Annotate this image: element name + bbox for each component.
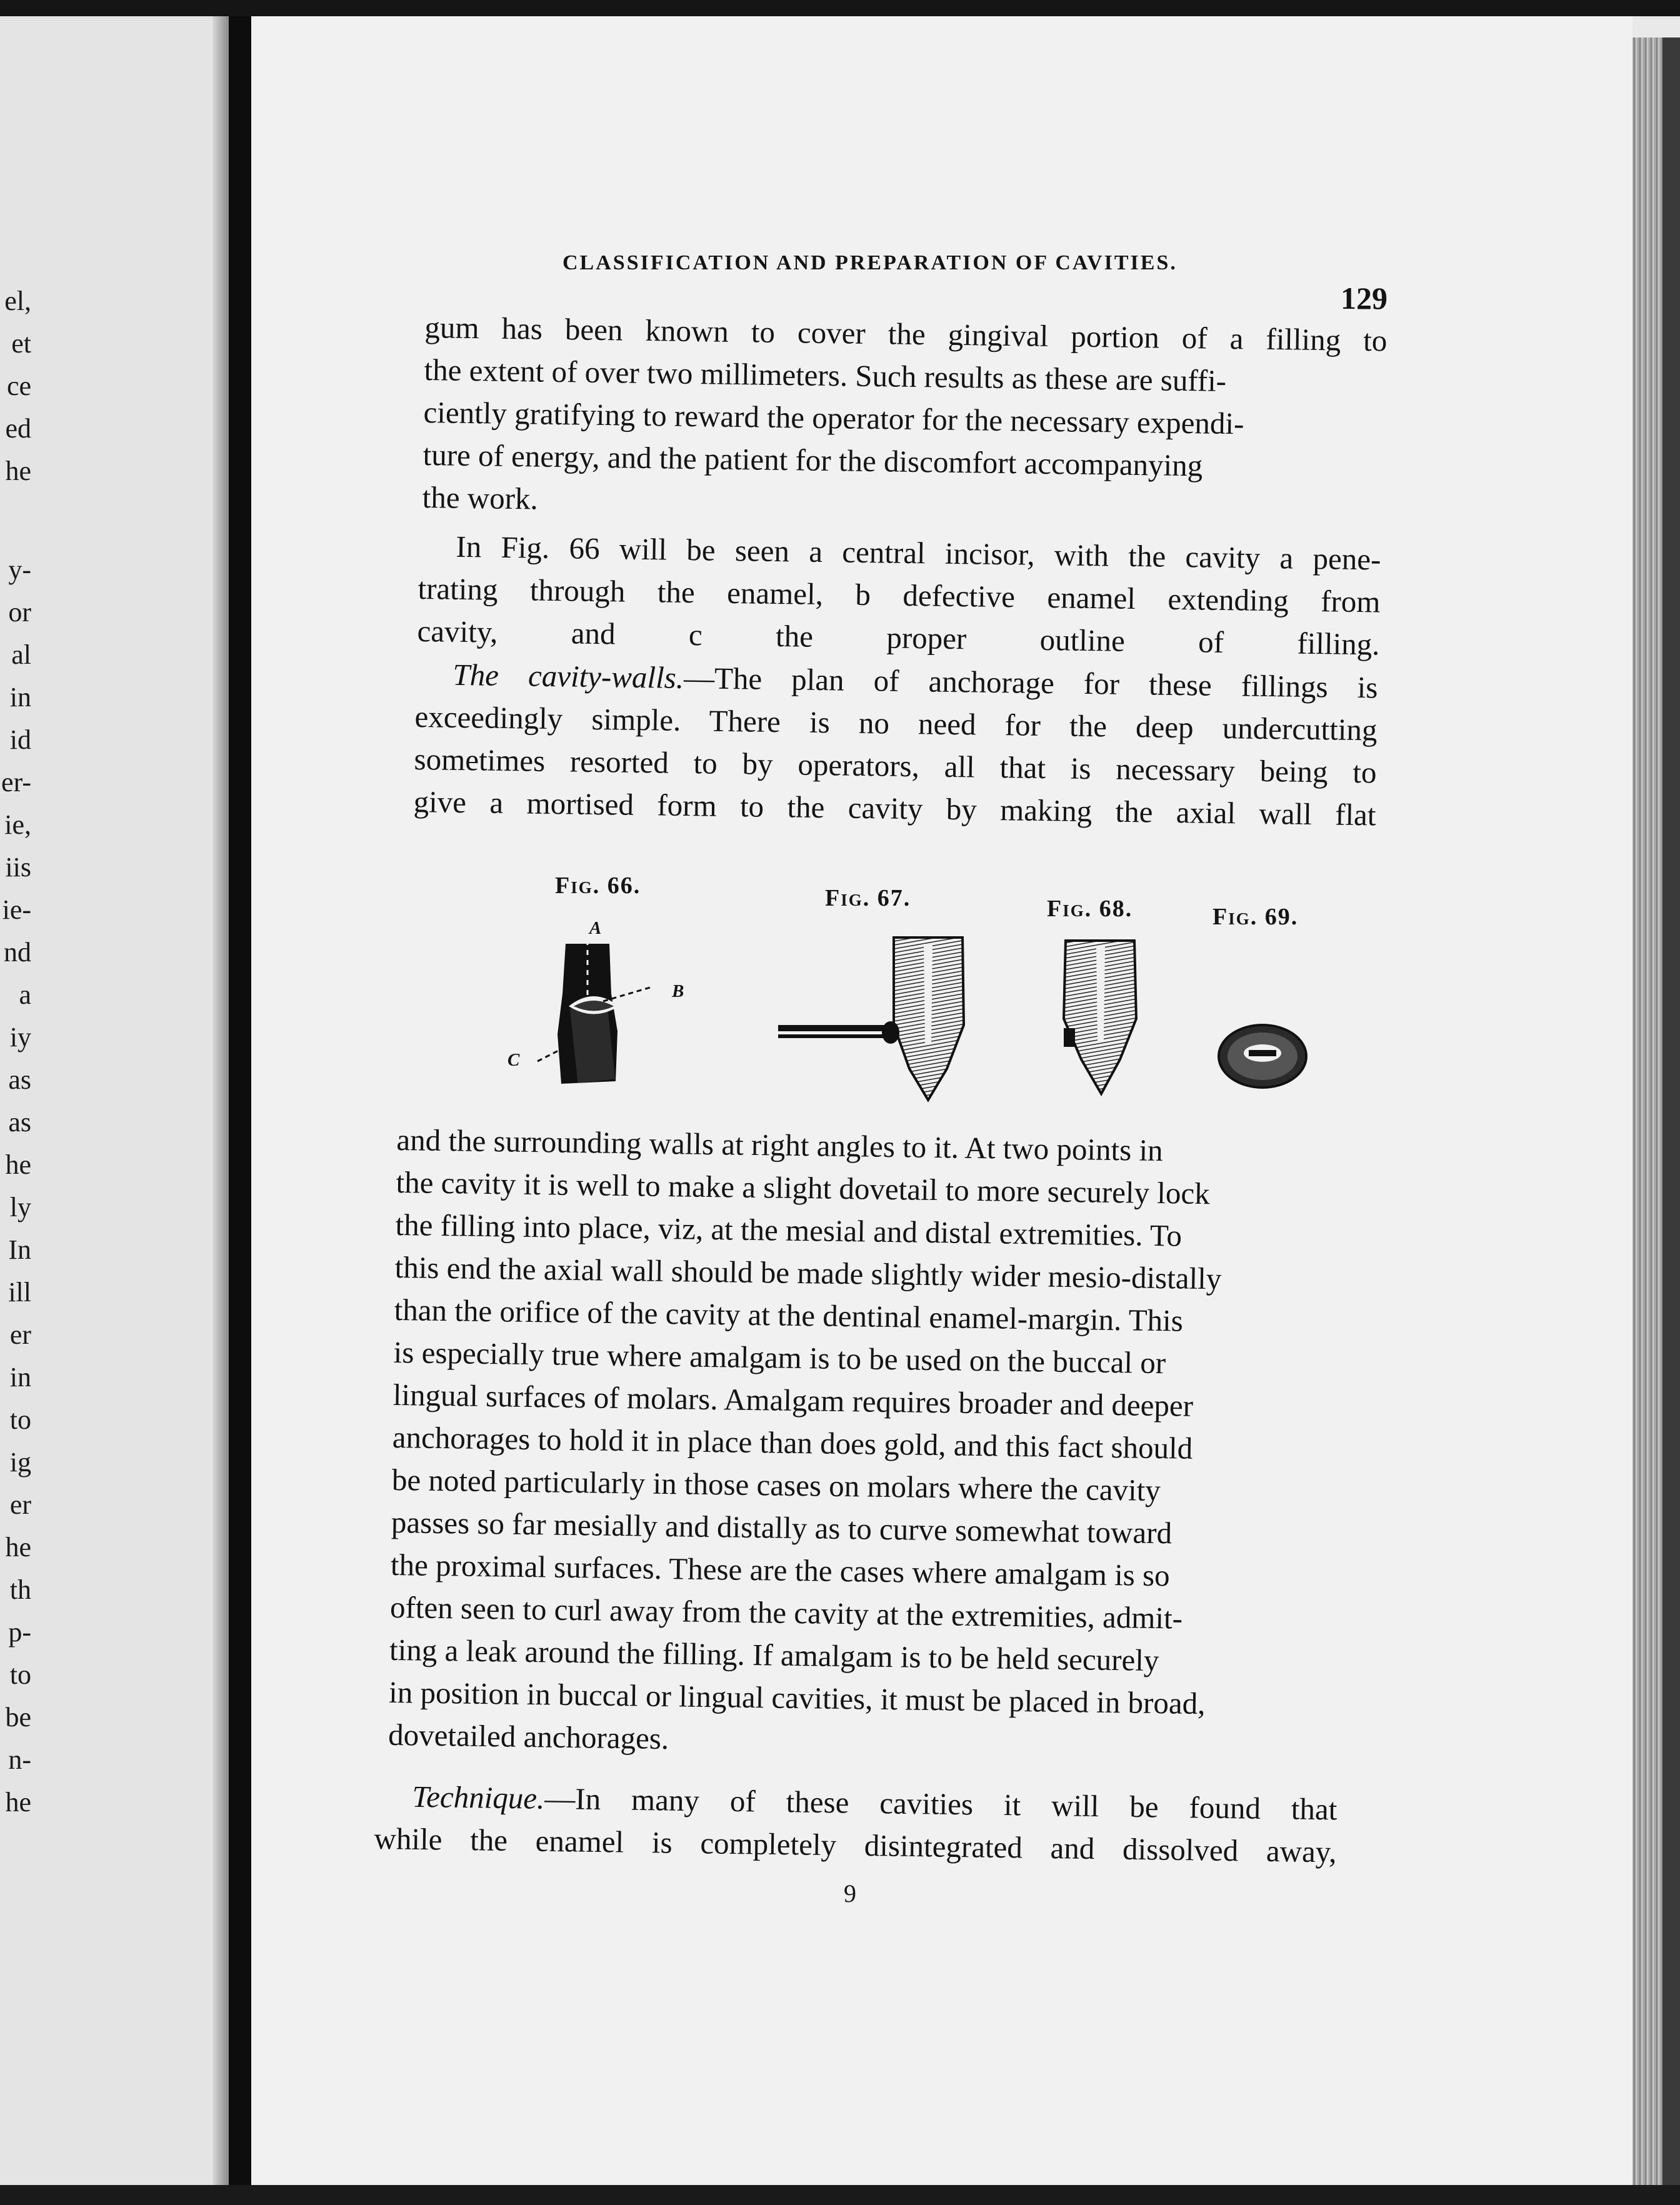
text-line: dovetailed anchorages. (388, 1717, 669, 1756)
text-line: the proximal surfaces. These are the cases where amalgam is so (390, 1547, 1171, 1593)
left-fragment: he (5, 1532, 31, 1562)
left-page-gutter (212, 16, 229, 2185)
left-fragment: et (11, 328, 31, 359)
left-fragment: el, (4, 286, 31, 316)
paragraph-4 (388, 1119, 1359, 1769)
scan-bottom-border (0, 2185, 1680, 2205)
page-number: 129 (1341, 281, 1388, 316)
left-fragment: ly (9, 1192, 31, 1222)
left-fragment: p- (8, 1617, 31, 1648)
left-fragment: ie- (2, 894, 31, 925)
text-line: the filling into place, viz, at the mesial and distal extremities. To (395, 1207, 1182, 1253)
left-fragment: as (8, 1107, 31, 1138)
left-fragment: be (5, 1702, 31, 1732)
fig-66-label-c: c (508, 1043, 521, 1072)
left-fragment: he (5, 1787, 31, 1818)
left-page (0, 16, 228, 2185)
left-fragment: y- (8, 554, 31, 585)
text-line: lingual surfaces of molars. Amalgam requires broader and deeper (392, 1377, 1194, 1423)
text-line: often seen to curl away from the cavity at the extremities, admit- (389, 1589, 1183, 1636)
section-heading-cavity-walls: The cavity-walls. (452, 657, 684, 695)
left-fragment: id (9, 724, 31, 755)
left-fragment: to (9, 1659, 31, 1690)
left-fragment: n- (8, 1744, 31, 1775)
fig-68-caption: Fig. 68. (1047, 896, 1133, 922)
left-fragment: er (9, 1319, 31, 1350)
left-fragment: er (9, 1489, 31, 1520)
fig-66-label-b: b (672, 974, 686, 1003)
text-line: exceedingly simple. There is no need for the deep undercutting (414, 699, 1378, 748)
text-line: in position in buccal or lingual cavities, it must be placed in broad, (388, 1674, 1206, 1721)
left-fragment: ce (6, 371, 31, 401)
left-fragment: iy (9, 1022, 31, 1052)
text-line: gum has been known to cover the gingival portion of a filling to (424, 309, 1388, 358)
left-fragment: in (9, 682, 31, 712)
text-line: ture of energy, and the patient for the discomfort accompanying (422, 437, 1203, 483)
book-spine (229, 16, 251, 2185)
text-line: passes so far mesially and distally as to curve somewhat toward (391, 1504, 1172, 1551)
fig-69-cross-section-illustration (1212, 1019, 1312, 1094)
text-line: give a mortised form to the cavity by making the axial wall flat (413, 784, 1376, 832)
left-fragment: al (11, 639, 31, 670)
paragraph-2 (417, 525, 1381, 666)
left-fragment: th (9, 1574, 31, 1605)
left-fragment: a (19, 979, 31, 1010)
paragraph-1 (422, 306, 1388, 532)
left-fragment: he (5, 456, 31, 486)
left-fragment: he (5, 1149, 31, 1180)
left-fragment: ill (8, 1277, 31, 1308)
left-fragment: ig (9, 1447, 31, 1478)
left-fragment: in (9, 1362, 31, 1392)
text-line: the extent of over two millimeters. Such results as these are suffi- (424, 352, 1227, 398)
left-fragment: as (8, 1064, 31, 1095)
text-line: cavity, and c the proper outline of filling. (417, 613, 1380, 662)
left-fragment: In (8, 1234, 31, 1265)
left-fragment: er- (1, 767, 31, 798)
fig-66-caption: Fig. 66. (555, 872, 641, 899)
left-fragment: ed (5, 413, 31, 444)
text-line: is especially true where amalgam is to be used on the buccal or (393, 1334, 1166, 1381)
left-fragment: ie, (4, 809, 31, 840)
fig-68-section-illustration (1050, 938, 1150, 1100)
fig-66-label-a: a (589, 911, 603, 940)
fig-67-caption: Fig. 67. (825, 885, 911, 911)
text-line: anchorages to hold it in place than does gold, and this fact should (392, 1419, 1193, 1466)
fig-69-caption: Fig. 69. (1212, 904, 1299, 930)
text-line: ting a leak around the filling. If amalgam is to be held securely (389, 1632, 1159, 1678)
text-line: the cavity it is well to make a slight dovetail to more securely lock (396, 1164, 1211, 1211)
text-line: and the surrounding walls at right angles to it. At two points in (396, 1122, 1164, 1168)
left-fragment: iis (5, 852, 31, 882)
section-heading-technique: Technique. (412, 1779, 545, 1816)
signature-mark: 9 (844, 1879, 856, 1908)
fig-66-incisor-illustration (500, 912, 700, 1100)
text-line: be noted particularly in those cases on molars where the cavity (391, 1462, 1161, 1508)
paragraph-3 (413, 653, 1378, 836)
text-line: this end the axial wall should be made slightly wider mesio-distally (394, 1249, 1222, 1296)
text-line: sometimes resorted to by operators, all that is necessary being to (414, 741, 1377, 790)
fig-67-section-illustration (775, 931, 1000, 1106)
text-line: the work. (422, 479, 539, 516)
left-fragment: nd (4, 937, 31, 968)
text-line: —The plan of anchorage for these fillings is (683, 660, 1378, 705)
text-line: while the enamel is completely disintegrated and dissolved away, (374, 1821, 1337, 1869)
text-line: than the orifice of the cavity at the dentinal enamel-margin. This (394, 1292, 1184, 1338)
running-head: CLASSIFICATION AND PREPARATION OF CAVITIES. (562, 251, 1178, 274)
text-line: trating through the enamel, b defective enamel extending from (418, 571, 1381, 619)
scan-top-border (0, 0, 1680, 16)
text-line: —In many of these cavities it will be found that (544, 1781, 1338, 1827)
text-line: In Fig. 66 will be seen a central incisor, with the cavity a pene- (456, 529, 1381, 577)
paragraph-5 (374, 1775, 1338, 1873)
left-fragment: or (8, 597, 31, 628)
scan-right-border (1662, 38, 1680, 2185)
left-fragment: to (9, 1404, 31, 1435)
text-line: ciently gratifying to reward the operator for the necessary expendi- (423, 394, 1244, 441)
